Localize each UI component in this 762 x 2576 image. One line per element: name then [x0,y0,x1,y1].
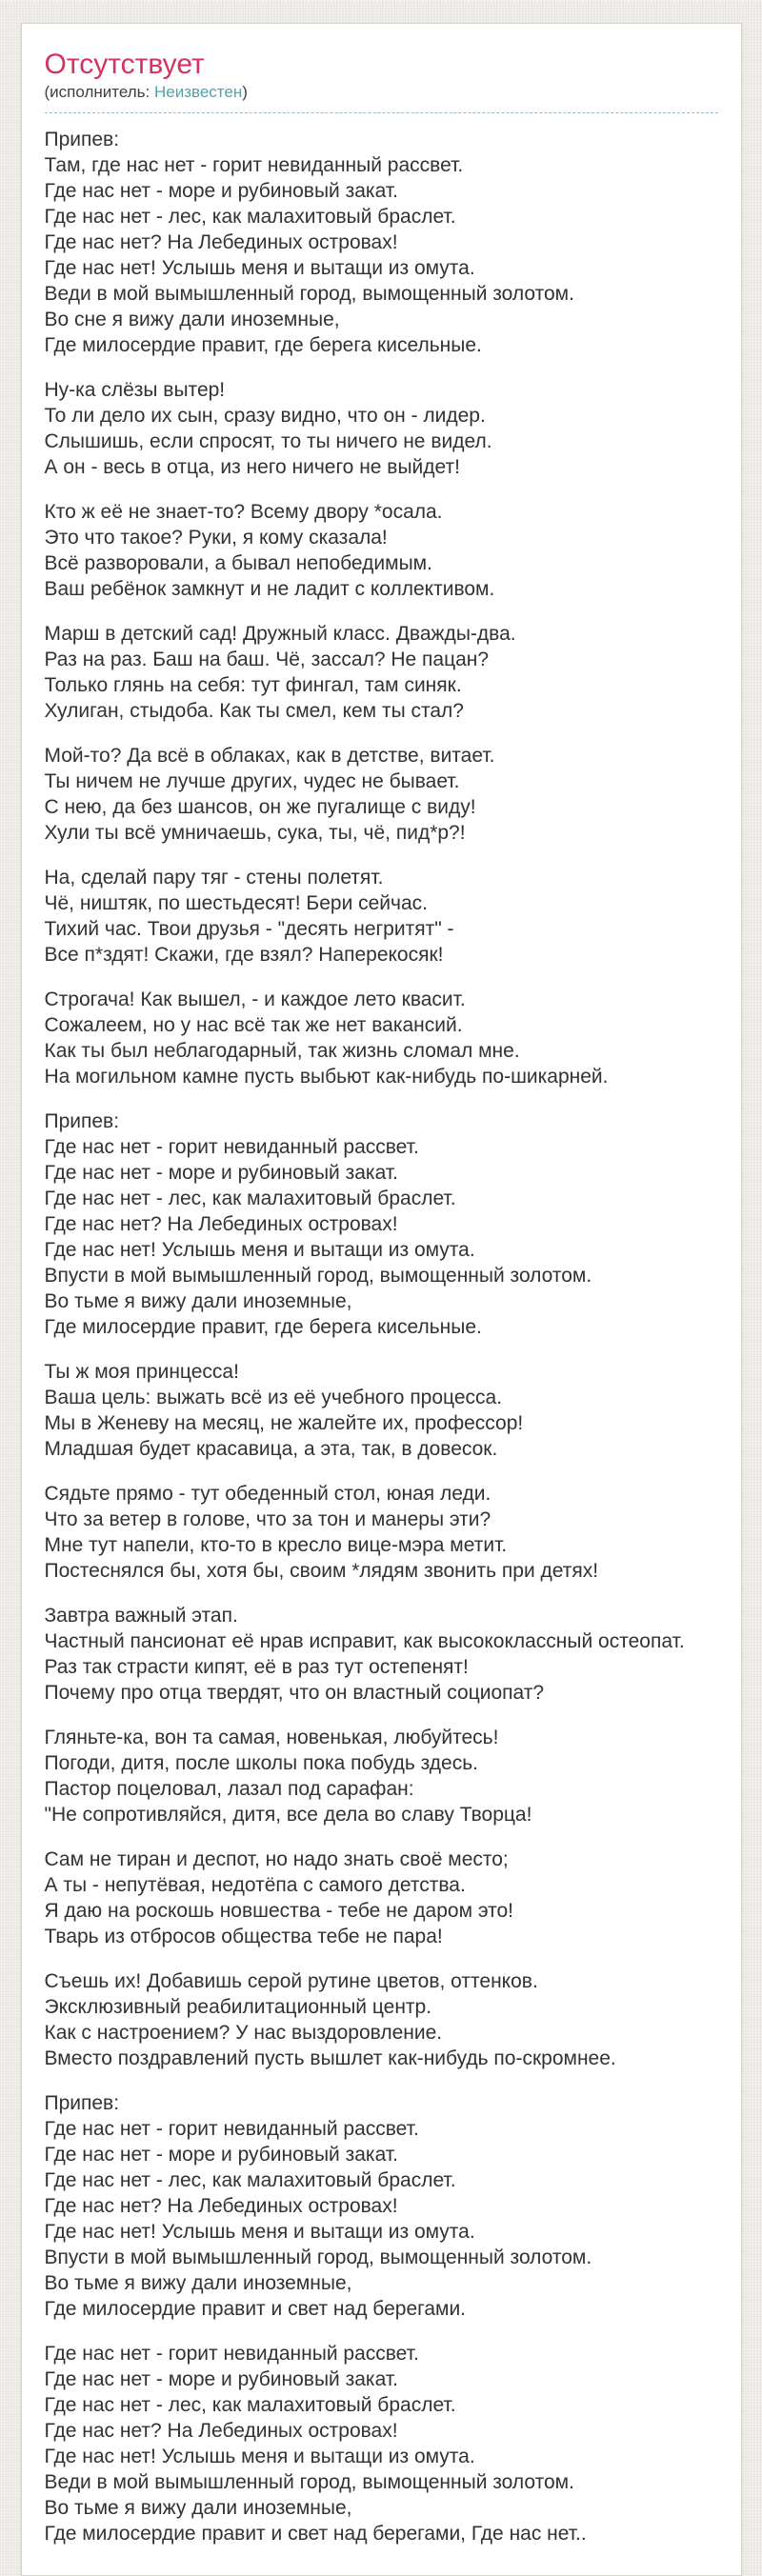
lyrics-line: Где нас нет? На Лебединых островах! [44,1213,398,1235]
lyrics-line: С нею, да без шансов, он же пугалище с виду! [44,796,476,818]
lyrics-line: Как с настроением? У нас выздоровление. [44,2022,443,2044]
lyrics-line: Съешь их! Добавишь серой рутине цветов, оттенков. [44,1970,538,1992]
lyrics-line: Погоди, дитя, после школы пока побудь здесь. [44,1752,479,1774]
lyrics-line: Во сне я вижу дали иноземные, [44,309,340,330]
lyrics-line: Где нас нет - море и рубиновый закат. [44,1162,398,1184]
stanza [45,865,718,968]
lyrics-line: На, сделай пару тяг - стены полетят. [44,867,384,889]
lyrics-line: Почему про отца твердят, что он властный социопат? [44,1682,545,1704]
lyrics-line: Тихий час. Твои друзья - "десять негритят" - [44,918,454,940]
lyrics-text [45,127,718,2546]
lyrics-line: Гляньте-ка, вон та самая, новенькая, любуйтесь! [44,1727,499,1748]
lyrics-card [21,23,742,2576]
lyrics-line: Пастор поцеловал, лазал под сарафан: [44,1778,414,1800]
stanza [45,1847,718,1949]
lyrics-line: Где нас нет - лес, как малахитовый браслет. [44,2394,456,2416]
lyrics-line: Где нас нет! Услышь меня и вытащи из омута. [44,2446,475,2467]
artist-label-close: ) [242,83,248,101]
lyrics-line: Где нас нет! Услышь меня и вытащи из омута. [44,1239,475,1261]
lyrics-line: Только глянь на себя: тут фингал, там синяк. [44,674,462,696]
lyrics-line: Хули ты всё умничаешь, сука, ты, чё, пид*р?! [44,822,466,844]
lyrics-line: Где милосердие правит и свет над берегами, Где нас нет.. [44,2523,587,2545]
lyrics-line: Где нас нет! Услышь меня и вытащи из омута. [44,257,475,279]
stanza [45,499,718,602]
lyrics-line: Во тьме я вижу дали иноземные, [44,2497,352,2519]
lyrics-line: Где милосердие правит, где берега кисельные. [44,334,482,356]
lyrics-line: Я даю на роскошь новшества - тебе не даром это! [44,1900,514,1922]
lyrics-line: Где нас нет - море и рубиновый закат. [44,2368,398,2390]
stanza [45,1108,718,1340]
lyrics-line: Кто ж её не знает-то? Всему двору *осала. [44,501,443,523]
lyrics-line: Где нас нет - море и рубиновый закат. [44,2144,398,2166]
stanza [45,1968,718,2071]
stanza [45,377,718,480]
lyrics-line: Мы в Женеву на месяц, не жалейте их, профессор! [44,1412,524,1434]
stanza [45,743,718,846]
lyrics-line: Где милосердие правит и свет над берегами. [44,2298,467,2320]
lyrics-line: То ли дело их сын, сразу видно, что он - лидер. [44,405,486,427]
lyrics-line: Где милосердие правит, где берега кисельные. [44,1316,482,1338]
stanza [45,1725,718,1827]
stanza [45,1359,718,1462]
lyrics-line: Впусти в мой вымышленный город, вымощенный золотом. [44,2247,592,2268]
lyrics-line: Во тьме я вижу дали иноземные, [44,1290,352,1312]
lyrics-line: А ты - непутёвая, недотёпа с самого детства. [44,1874,466,1896]
lyrics-line: Слышишь, если спросят, то ты ничего не видел. [44,430,492,452]
song-title: Отсутствует [44,49,205,80]
dotted-separator [45,112,718,113]
lyrics-line: Где нас нет - лес, как малахитовый браслет. [44,206,456,228]
lyrics-line: Постеснялся бы, хотя бы, своим *лядям звонить при детях! [44,1560,599,1582]
lyrics-line: "Не сопротивляйся, дитя, все дела во славу Творца! [44,1804,532,1826]
lyrics-line: Чё, ништяк, по шестьдесят! Бери сейчас. [44,892,428,914]
lyrics-line: Где нас нет? На Лебединых островах! [44,2420,398,2442]
stanza [45,1481,718,1584]
lyrics-line: Всё разворовали, а бывал непобедимым. [44,552,432,574]
lyrics-line: Ты ж моя принцесса! [44,1361,239,1383]
stanza [45,1603,718,1706]
lyrics-line: Где нас нет - море и рубиновый закат. [44,180,398,202]
lyrics-line: Все п*здят! Скажи, где взял? Наперекосяк! [44,944,444,966]
lyrics-line: Хулиган, стыдоба. Как ты смел, кем ты стал? [44,700,464,722]
lyrics-line: Припев: [44,2092,120,2114]
lyrics-line: Где нас нет? На Лебединых островах! [44,231,398,253]
lyrics-line: Где нас нет! Услышь меня и вытащи из омута. [44,2221,475,2243]
lyrics-line: Припев: [44,129,120,150]
lyrics-line: Там, где нас нет - горит невиданный рассвет. [44,154,464,176]
lyrics-line: Сожалеем, но у нас всё так же нет вакансий. [44,1014,463,1036]
lyrics-line: Припев: [44,1110,120,1132]
lyrics-line: Во тьме я вижу дали иноземные, [44,2272,352,2294]
lyrics-line: Мой-то? Да всё в облаках, как в детстве, витает. [44,745,495,767]
lyrics-line: Ваш ребёнок замкнут и не ладит с коллективом. [44,578,495,600]
lyrics-line: Строгача! Как вышел, - и каждое лето квасит. [44,988,466,1010]
stanza [45,2341,718,2546]
lyrics-line: Это что такое? Руки, я кому сказала! [44,527,388,549]
lyrics-line: Сядьте прямо - тут обеденный стол, юная леди. [44,1483,491,1505]
lyrics-line: Веди в мой вымышленный город, вымощенный золотом. [44,283,574,305]
artist-label-open: (исполнитель: [44,83,154,101]
artist-line [45,82,718,103]
lyrics-line: Как ты был неблагодарный, так жизнь сломал мне. [44,1040,520,1062]
lyrics-line: Где нас нет? На Лебединых островах! [44,2195,398,2217]
lyrics-line: Что за ветер в голове, что за тон и манеры эти? [44,1508,491,1530]
lyrics-line: Где нас нет - горит невиданный рассвет. [44,2343,419,2365]
stanza [45,621,718,724]
lyrics-line: Ваша цель: выжать всё из её учебного процесса. [44,1387,503,1408]
lyrics-line: Завтра важный этап. [44,1605,238,1627]
lyrics-line: Ну-ка слёзы вытер! [44,379,226,401]
stanza [45,987,718,1089]
lyrics-line: Где нас нет - горит невиданный рассвет. [44,1136,419,1158]
lyrics-line: Младшая будет красавица, а эта, так, в довесок. [44,1438,498,1460]
lyrics-line: Ты ничем не лучше других, чудес не бывает. [44,770,460,792]
lyrics-line: Частный пансионат её нрав исправит, как высококлассный остеопат. [44,1630,685,1652]
lyrics-line: Где нас нет - горит невиданный рассвет. [44,2118,419,2140]
artist-link[interactable]: Неизвестен [153,83,243,101]
lyrics-line: Где нас нет - лес, как малахитовый браслет. [44,2169,456,2191]
lyrics-line: Мне тут напели, кто-то в кресло вице-мэра метит. [44,1534,508,1556]
lyrics-line: Где нас нет - лес, как малахитовый браслет. [44,1188,456,1209]
lyrics-line: Раз на раз. Баш на баш. Чё, зассал? Не пацан? [44,649,490,670]
lyrics-line: Вместо поздравлений пусть вышлет как-нибудь по-скромнее. [44,2047,616,2069]
lyrics-line: Раз так страсти кипят, её в раз тут остепенят! [44,1656,469,1678]
lyrics-line: На могильном камне пусть выбьют как-нибудь по-шикарней. [44,1066,609,1088]
lyrics-line: Сам не тиран и деспот, но надо знать своё место; [44,1848,509,1870]
lyrics-line: Тварь из отбросов общества тебе не пара! [44,1926,443,1947]
stanza [45,127,718,358]
stanza [45,2090,718,2322]
lyrics-line: Марш в детский сад! Дружный класс. Дважды-два. [44,623,516,645]
lyrics-line: Впусти в мой вымышленный город, вымощенный золотом. [44,1265,592,1287]
lyrics-line: А он - весь в отца, из него ничего не выйдет! [44,456,460,478]
lyrics-line: Веди в мой вымышленный город, вымощенный золотом. [44,2471,574,2493]
lyrics-line: Эксклюзивный реабилитационный центр. [44,1996,432,2018]
